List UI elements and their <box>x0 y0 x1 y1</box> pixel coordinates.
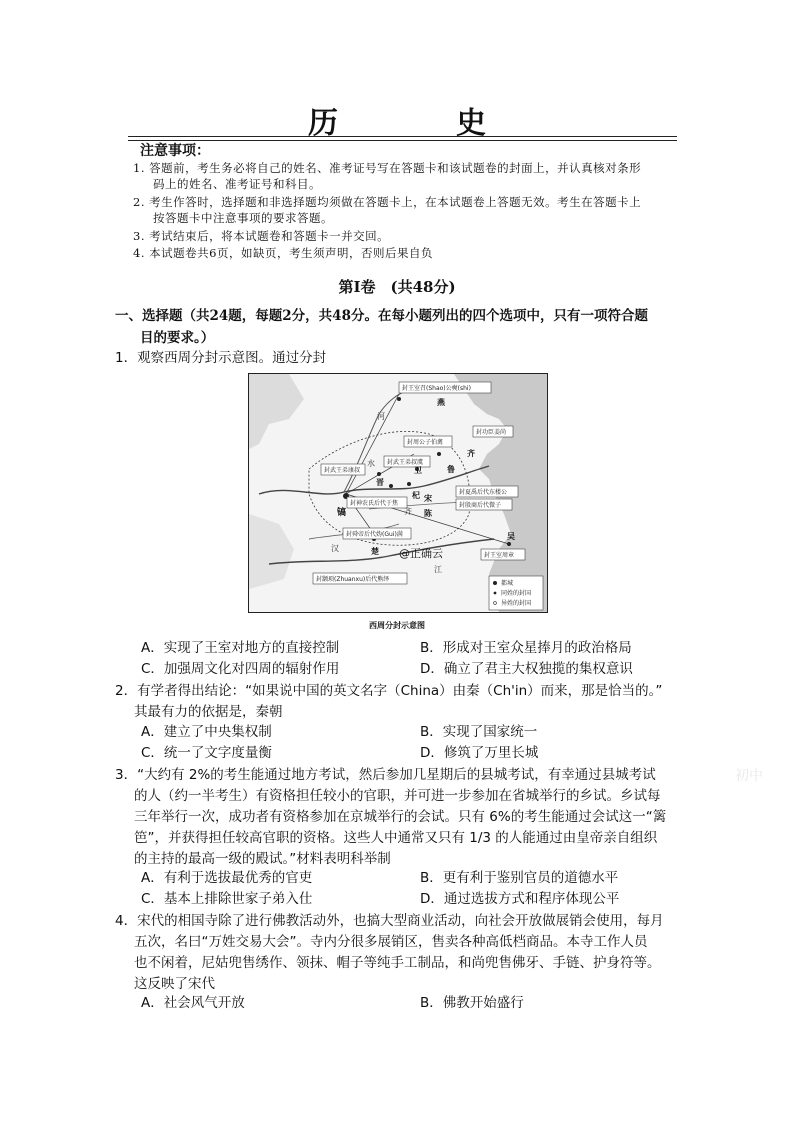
svg-text:封神农氏后代于焦: 封神农氏后代于焦 <box>350 500 399 507</box>
map-label-song: 宋 <box>424 494 432 503</box>
map-caption: 西周分封示意图 <box>369 621 425 630</box>
map-label-shen <box>347 497 407 508</box>
svg-text:封王室召(Shao)公奭(shi): 封王室召(Shao)公奭(shi) <box>402 385 471 392</box>
northwest-region <box>249 374 304 449</box>
qi2-dot <box>389 484 393 488</box>
question-4-stem: 4．宋代的相国寺除了进行佛教活动外，也搞大型商业活动，向社会开放做展销会使用，每月 五次，名曰“万姓交易大会”。寺内分很多展销区，售卖各种高低档商品。本寺工作人员 也不闲着，尼姑兜售绣作、领抹、帽子等纯手工制品，和尚兜售佛牙、手链、护身符等。 这反映了宋代 <box>115 913 664 992</box>
map-label-han: 汉 <box>331 544 339 553</box>
q1-option-c: C．加强周文化对四周的辐射作用 <box>141 661 340 677</box>
q3-option-c: C．基本上排除世家子弟入仕 <box>141 891 313 907</box>
q2-option-a: A．建立了中央集权制 <box>141 724 272 740</box>
map-label-wu: 吴 <box>507 532 515 541</box>
q3-option-d: D．通过选拔方式和程序体现公平 <box>420 891 620 907</box>
svg-text:封周公子伯禽: 封周公子伯禽 <box>407 439 444 446</box>
svg-text:封颛顼(Zhuanxu)后代熊绎: 封颛顼(Zhuanxu)后代熊绎 <box>316 576 390 583</box>
map-watermark: @正确云 <box>399 547 443 560</box>
svg-text:封武王弟康叔: 封武王弟康叔 <box>324 467 361 474</box>
page-title: 历 史 <box>308 106 530 141</box>
svg-text:封夏禹后代东楼公: 封夏禹后代东楼公 <box>459 489 508 496</box>
q4-option-b: B．佛教开始盛行 <box>420 995 524 1011</box>
notice-item-2: 2. 考生作答时，选择题和非选择题均须做在答题卡上，在本试题卷上答题无效。考生在答题卡上 按答题卡中注意事项的要求答题。 <box>133 195 642 225</box>
q2-option-b: B．实现了国家统一 <box>420 724 538 740</box>
arrow-to-yan <box>346 394 399 494</box>
q1-option-b: B．形成对王室众星捧月的政治格局 <box>420 640 632 656</box>
map-label-zhougong <box>404 436 452 447</box>
legend-capital: 都城 <box>501 580 514 587</box>
map-label-he: 河 <box>377 412 385 421</box>
map-label-zhuan <box>313 573 407 584</box>
map-label-gui <box>343 528 411 539</box>
q2-option-c: C．统一了文字度量衡 <box>141 745 272 761</box>
qi-dot <box>437 452 441 456</box>
title-rule-thick <box>128 136 677 137</box>
page-watermark: 初中 <box>735 768 763 784</box>
yangtze-river <box>269 539 494 564</box>
map-label-chu: 楚 <box>371 547 379 556</box>
map-label-zhao <box>321 464 365 475</box>
q4-option-a: A．社会风气开放 <box>141 995 245 1011</box>
song-dot <box>407 482 411 486</box>
wu-dot <box>507 542 511 546</box>
map-label-shun <box>481 549 525 560</box>
map-legend <box>489 576 543 610</box>
map-label-hao: 镐 <box>337 508 347 518</box>
legend-same-surname: 同姓的封国 <box>501 590 532 597</box>
part-heading: 一、选择题（共24题，每题2分，共48分。在每小题列出的四个选项中，只有一项符合题 目的要求。） <box>115 308 648 346</box>
section-title: 第Ⅰ卷 (共48分) <box>338 278 456 296</box>
yan-dot <box>397 397 401 401</box>
river-north-bend <box>344 389 409 492</box>
map-label-shao <box>399 382 491 393</box>
svg-text:封王室周章: 封王室周章 <box>484 552 515 559</box>
q2-option-d: D．修筑了万里长城 <box>420 745 539 761</box>
map-label-qi3: 齐 <box>404 507 412 516</box>
map-label-jiang: 江 <box>434 565 442 574</box>
jin-dot <box>377 472 381 476</box>
map-label-kangshu <box>384 456 430 467</box>
svg-text:封功臣姜尚: 封功臣姜尚 <box>476 429 507 436</box>
notice-item-4: 4. 本试题卷共6页，如缺页，考生须声明，否则后果自负 <box>133 246 433 260</box>
map-label-xia <box>456 486 518 497</box>
map-label-chen: 陈 <box>424 509 432 518</box>
svg-text:封殷商后代微子: 封殷商后代微子 <box>459 502 502 509</box>
map-label-taigong <box>473 426 513 437</box>
map-label-qi: 齐 <box>467 449 475 458</box>
map-label-yin <box>456 499 512 510</box>
legend-other-surname: 异姓的封国 <box>501 600 532 607</box>
question-3-stem: 3．“大约有 2%的考生能通过地方考试，然后参加几星期后的县城考试，有幸通过县城考试 的人（约一半考生）有资格担任较小的官职，并可进一步参加在省城举行的乡试。乡试每 三年举行一次，成功者有资格参加在京城举行的会试。只有 6%的考生能通过会试这一“篱 笆”，并获得担任较高官职的资格。这些人中通常又只有 1/3 的人能通过由皇帝亲自组织 的主持的最高一级的殿试。”材料表明科举制 <box>115 767 667 867</box>
notice-item-3: 3. 考试结束后，将本试题卷和答题卡一并交回。 <box>133 229 390 243</box>
map-label-yan: 燕 <box>437 398 445 407</box>
map-label-jin: 晋 <box>376 478 384 487</box>
title-rule-thin <box>128 140 677 141</box>
map-label-qi2: 杞 <box>412 491 420 500</box>
q3-option-b: B．更有利于鉴别官员的道德水平 <box>420 870 619 886</box>
svg-text:封舜帝后代妫(Gui)满: 封舜帝后代妫(Gui)满 <box>346 531 403 538</box>
question-2-stem: 2．有学者得出结论：“如果说中国的英文名字（China）由秦（Ch'in）而来，那是恰当的。” 其最有力的依据是，秦朝 <box>115 683 663 720</box>
q1-option-d: D．确立了君主大权独揽的集权意识 <box>420 661 633 677</box>
svg-text:封武王弟叔虞: 封武王弟叔虞 <box>387 459 424 466</box>
map-label-wei: 卫 <box>414 466 422 475</box>
map-figure <box>248 373 548 613</box>
notice-title: 注意事项： <box>140 143 210 159</box>
notice-item-1: 1. 答题前，考生务必将自己的姓名、准考证号写在答题卡和该试题卷的封面上，并认真核对条形 码上的姓名、准考证号和科目。 <box>133 161 642 191</box>
q3-option-a: A．有利于选拔最优秀的官吏 <box>141 870 313 886</box>
map-svg <box>249 374 547 612</box>
q1-option-a: A．实现了王室对地方的直接控制 <box>141 640 340 656</box>
map-label-shui: 水 <box>367 459 375 468</box>
question-1-stem: 1．观察西周分封示意图。通过分封 <box>115 350 327 366</box>
map-label-lu: 鲁 <box>447 465 455 474</box>
southwest-region <box>249 514 294 589</box>
